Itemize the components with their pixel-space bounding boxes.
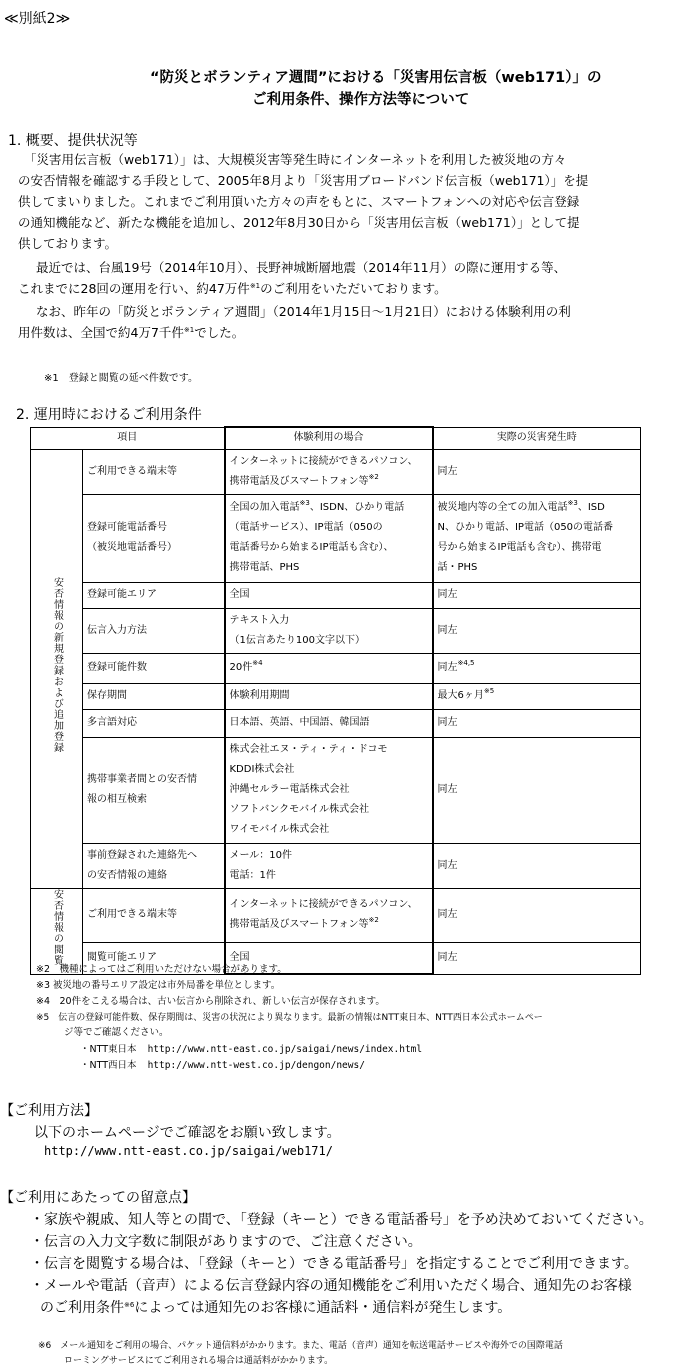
- row-item: 伝言入力方法: [83, 608, 225, 653]
- table-row: [31, 449, 641, 494]
- row-actual: 同左: [433, 737, 641, 843]
- row-item: 登録可能エリア: [83, 582, 225, 608]
- row-trial: 全国: [225, 582, 433, 608]
- row-item: ご利用できる端末等: [83, 449, 225, 494]
- section1-line: 「災害用伝言板（web171）」は、大規模災害等発生時にインターネットを利用した被災地の方々: [24, 152, 567, 167]
- table-row: [31, 582, 641, 608]
- note-4: ※4 20件をこえる場合は、古い伝言から削除され、新しい伝言が保存されます。: [36, 996, 385, 1007]
- section1-line: 供しております。: [18, 236, 118, 251]
- row-trial: 20件$^{※4}$: [225, 653, 433, 683]
- header-actual: 実際の災害発生時: [433, 427, 641, 449]
- ntt-east-url[interactable]: http://www.ntt-east.co.jp/saigai/news/index.html: [147, 1044, 423, 1055]
- table-row: [31, 737, 641, 843]
- note-bullet: ・伝言を閲覧する場合は、「登録（キーと）できる電話番号」を指定することでご利用できます。: [30, 1256, 638, 1272]
- ntt-east-link-row: [80, 1043, 422, 1057]
- conditions-table: [30, 426, 641, 975]
- row-trial: 株式会社エヌ・ティ・ティ・ドコモ KDDI株式会社 沖縄セルラー電話株式会社 ソフトバンクモバイル株式会社 ワイモバイル株式会社: [225, 737, 433, 843]
- section1-line: 供してまいりました。これまでご利用頂いた方々の声をもとに、スマートフォンへの対応や伝言登録: [18, 194, 580, 209]
- footnote-6-cont: ローミングサービスにてご利用される場合は通話料がかかります。: [64, 1356, 334, 1366]
- group-register: 安否情報の新規登録および追加登録: [31, 449, 83, 888]
- usage-text: 以下のホームページでご確認をお願い致します。: [34, 1125, 341, 1141]
- page-title-line2: ご利用条件、操作方法等について: [252, 92, 470, 108]
- footnote-6: ※6 メール通知をご利用の場合、パケット通信料がかかります。また、電話（音声）通知を転送電話サービスや海外での国際電話: [38, 1341, 563, 1351]
- note-bullet: ・家族や親戚、知人等との間で、「登録（キーと）できる電話番号」を予め決めておいてください。: [30, 1212, 653, 1228]
- row-trial: テキスト入力 （1伝言あたり100文字以下）: [225, 608, 433, 653]
- attachment-label: ≪別紙2≫: [4, 11, 71, 27]
- notes-heading: 【ご利用にあたっての留意点】: [0, 1190, 196, 1206]
- table-row: [31, 608, 641, 653]
- ntt-west-label: ・NTT西日本: [80, 1060, 137, 1071]
- note-3: ※3 被災地の番号エリア設定は市外局番を単位とします。: [36, 980, 281, 991]
- table-row: [31, 843, 641, 888]
- row-item: 登録可能件数: [83, 653, 225, 683]
- note-5-cont: ジ等でご確認ください。: [64, 1027, 169, 1038]
- row-trial: 体験利用期間: [225, 683, 433, 709]
- row-item: ご利用できる端末等: [83, 888, 225, 943]
- section1-line: 最近では、台風19号（2014年10月）、長野神城断層地震（2014年11月）の際に運用する等、: [36, 260, 567, 275]
- row-item: 携帯事業者間との安否情 報の相互検索: [83, 737, 225, 843]
- row-trial: 日本語、英語、中国語、韓国語: [225, 709, 433, 737]
- note-bullet: ・メールや電話（音声）による伝言登録内容の通知機能をご利用いただく場合、通知先のお客様: [30, 1278, 632, 1294]
- row-trial: インターネットに接続ができるパソコン、 携帯電話及びスマートフォン等$^{※2}$: [225, 449, 433, 494]
- row-actual: 同左: [433, 582, 641, 608]
- note-bullet: のご利用条件$^{※6}$によっては通知先のお客様に通話料・通信料が発生します。: [40, 1300, 512, 1316]
- row-actual: 同左: [433, 709, 641, 737]
- section1-line: これまでに28回の運用を行い、約47万件$^{※1}$のご利用をいただいております。: [18, 281, 447, 296]
- header-trial: 体験利用の場合: [225, 427, 433, 449]
- row-actual: 同左: [433, 843, 641, 888]
- page-title-line1: “防災とボランティア週間”における「災害用伝言板（web171）」の: [150, 70, 602, 86]
- row-actual: 同左: [433, 888, 641, 943]
- section1-line: 用件数は、全国で約4万7千件$^{※1}$でした。: [18, 325, 245, 340]
- table-row: [31, 494, 641, 582]
- footnote-1: ※1 登録と閲覧の延べ件数です。: [44, 373, 198, 384]
- section2-heading: 2. 運用時におけるご利用条件: [16, 407, 202, 423]
- ntt-west-url[interactable]: http://www.ntt-west.co.jp/dengon/news/: [147, 1060, 365, 1071]
- section1-line: なお、昨年の「防災とボランティア週間」（2014年1月15日～1月21日）における体験利用の利: [36, 304, 571, 319]
- row-actual: 被災地内等の全ての加入電話$^{※3}$、ISD N、ひかり電話、IP電話（050の電話番 号から始まるIP電話も含む）、携帯電 話・PHS: [433, 494, 641, 582]
- row-actual: 同左: [433, 449, 641, 494]
- table-row: [31, 709, 641, 737]
- section1-heading: 1. 概要、提供状況等: [8, 133, 138, 149]
- row-trial: 全国の加入電話$^{※3}$、ISDN、ひかり電話 （電話サービス）、IP電話（050の 電話番号から始まるIP電話も含む）、 携帯電話、PHS: [225, 494, 433, 582]
- table-header-row: [31, 427, 641, 449]
- header-item: 項目: [31, 427, 225, 449]
- section1-line: の安否情報を確認する手段として、2005年8月より「災害用ブロードバンド伝言板（web171）」を提: [18, 173, 589, 188]
- section1-line: の通知機能など、新たな機能を追加し、2012年8月30日から「災害用伝言板（web171）」として提: [18, 215, 580, 230]
- ntt-west-link-row: [80, 1059, 365, 1073]
- table-row: [31, 653, 641, 683]
- table-row: [31, 888, 641, 943]
- row-actual: 同左: [433, 608, 641, 653]
- table-row: [31, 683, 641, 709]
- note-bullet: ・伝言の入力文字数に制限がありますので、ご注意ください。: [30, 1234, 422, 1250]
- row-trial: メール：10件 電話：1件: [225, 843, 433, 888]
- row-actual: 同左: [433, 943, 641, 975]
- group-browse: 安否情報の閲覧: [31, 888, 83, 974]
- row-item: 保存期間: [83, 683, 225, 709]
- ntt-east-label: ・NTT東日本: [80, 1044, 137, 1055]
- row-trial: 全国: [225, 943, 433, 975]
- note-5: ※5 伝言の登録可能件数、保存期間は、災害の状況により異なります。最新の情報はNTT東日本、NTT西日本公式ホームペー: [36, 1013, 543, 1023]
- row-item: 登録可能電話番号 （被災地電話番号）: [83, 494, 225, 582]
- usage-heading: 【ご利用方法】: [0, 1103, 98, 1119]
- row-trial: インターネットに接続ができるパソコン、 携帯電話及びスマートフォン等$^{※2}$: [225, 888, 433, 943]
- usage-url[interactable]: http://www.ntt-east.co.jp/saigai/web171/: [44, 1144, 333, 1158]
- row-item: 閲覧可能エリア: [83, 943, 225, 975]
- row-actual: 最大6ヶ月$^{※5}$: [433, 683, 641, 709]
- row-item: 多言語対応: [83, 709, 225, 737]
- row-actual: 同左$^{※4,5}$: [433, 653, 641, 683]
- note-2: ※2 機種によってはご利用いただけない場合があります。: [36, 964, 287, 975]
- row-item: 事前登録された連絡先へ の安否情報の連絡: [83, 843, 225, 888]
